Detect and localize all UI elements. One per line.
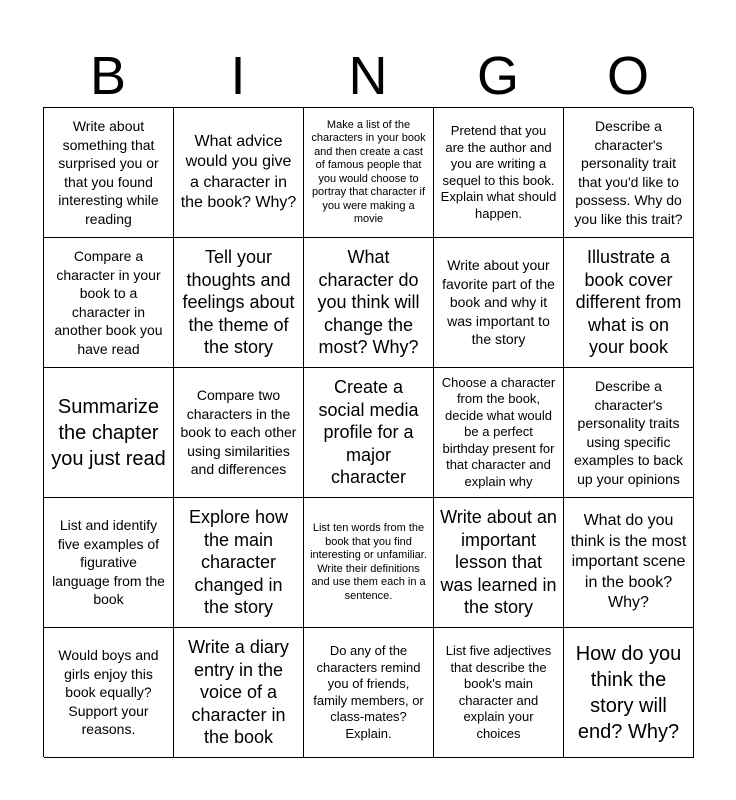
header-letter-g: G — [476, 46, 519, 106]
bingo-cell[interactable] — [304, 238, 434, 368]
cell-text: Choose a character from the book, decide what would be a perfect birthday present for that character and explain why — [441, 374, 556, 489]
bingo-cell[interactable] — [564, 498, 694, 628]
cell-text: Describe a character's personality trait that you'd like to possess. Why do you like this trait? — [574, 118, 683, 227]
cell-text: What character do you think will change the most? Why? — [317, 247, 420, 358]
bingo-cell[interactable] — [434, 628, 564, 758]
bingo-cell[interactable] — [304, 368, 434, 498]
bingo-cell[interactable] — [564, 238, 694, 368]
bingo-cell[interactable] — [304, 628, 434, 758]
header-letter-n: N — [348, 46, 388, 106]
cell-text: Compare two characters in the book to each other using similarities and differences — [180, 387, 297, 478]
header-letter-i: I — [230, 46, 246, 106]
cell-text: List and identify five examples of figurative language from the book — [52, 517, 165, 608]
bingo-cell[interactable] — [44, 498, 174, 628]
bingo-cell[interactable] — [44, 368, 174, 498]
header-letter-o: O — [606, 46, 649, 106]
cell-text: Compare a character in your book to a character in another book you have read — [54, 248, 163, 357]
cell-text: Pretend that you are the author and you are writing a sequel to this book. Explain what should happen. — [440, 123, 557, 221]
cell-text: Illustrate a book cover different from what is on your book — [575, 247, 682, 358]
header-letter-b: B — [89, 46, 127, 106]
bingo-cell[interactable] — [434, 238, 564, 368]
cell-text: How do you think the story will end? Why? — [575, 642, 682, 743]
bingo-cell[interactable] — [434, 498, 564, 628]
bingo-cell[interactable] — [174, 498, 304, 628]
cell-text: Summarize the chapter you just read — [51, 395, 166, 470]
cell-text: Explore how the main character changed in the story — [188, 507, 289, 618]
bingo-cell[interactable] — [174, 368, 304, 498]
bingo-cell[interactable] — [174, 238, 304, 368]
cell-text: Would boys and girls enjoy this book equally? Support your reasons. — [58, 647, 159, 738]
bingo-cell[interactable] — [564, 368, 694, 498]
cell-text: Write about your favorite part of the book and why it was important to the story — [442, 257, 555, 348]
bingo-cell[interactable] — [174, 628, 304, 758]
cell-text: Write about an important lesson that was learned in the story — [440, 507, 557, 618]
cell-text: Describe a character's personality traits using specific examples to back up your opinions — [574, 378, 683, 487]
bingo-cell[interactable] — [304, 108, 434, 238]
bingo-cell[interactable] — [44, 628, 174, 758]
cell-text: List five adjectives that describe the book's main character and explain your choices — [445, 643, 552, 741]
bingo-cell[interactable] — [174, 108, 304, 238]
bingo-cell[interactable] — [564, 628, 694, 758]
bingo-header — [43, 45, 693, 107]
bingo-cell[interactable] — [44, 108, 174, 238]
bingo-cell[interactable] — [44, 238, 174, 368]
cell-text: Make a list of the characters in your book and then create a cast of famous people that you would choose to portray that character if you were making a movie — [311, 118, 426, 225]
cell-text: Do any of the characters remind you of friends, family members, or class-mates? Explain. — [313, 643, 424, 741]
cell-text: Tell your thoughts and feelings about the theme of the story — [182, 247, 295, 358]
cell-text: List ten words from the book that you find interesting or unfamiliar. Write their definitions and use them each in a sentence. — [310, 522, 427, 602]
bingo-grid — [43, 107, 693, 757]
cell-text: Write about something that surprised you or that you found interesting while reading — [58, 118, 159, 227]
bingo-cell[interactable] — [304, 498, 434, 628]
cell-text: What advice would you give a character in the book? Why? — [180, 132, 297, 211]
bingo-cell[interactable] — [564, 108, 694, 238]
bingo-cell[interactable] — [434, 368, 564, 498]
cell-text: Create a social media profile for a major character — [318, 377, 419, 488]
bingo-cell[interactable] — [434, 108, 564, 238]
cell-text: Write a diary entry in the voice of a character in the book — [188, 637, 289, 748]
cell-text: What do you think is the most important scene in the book? Why? — [570, 512, 687, 612]
